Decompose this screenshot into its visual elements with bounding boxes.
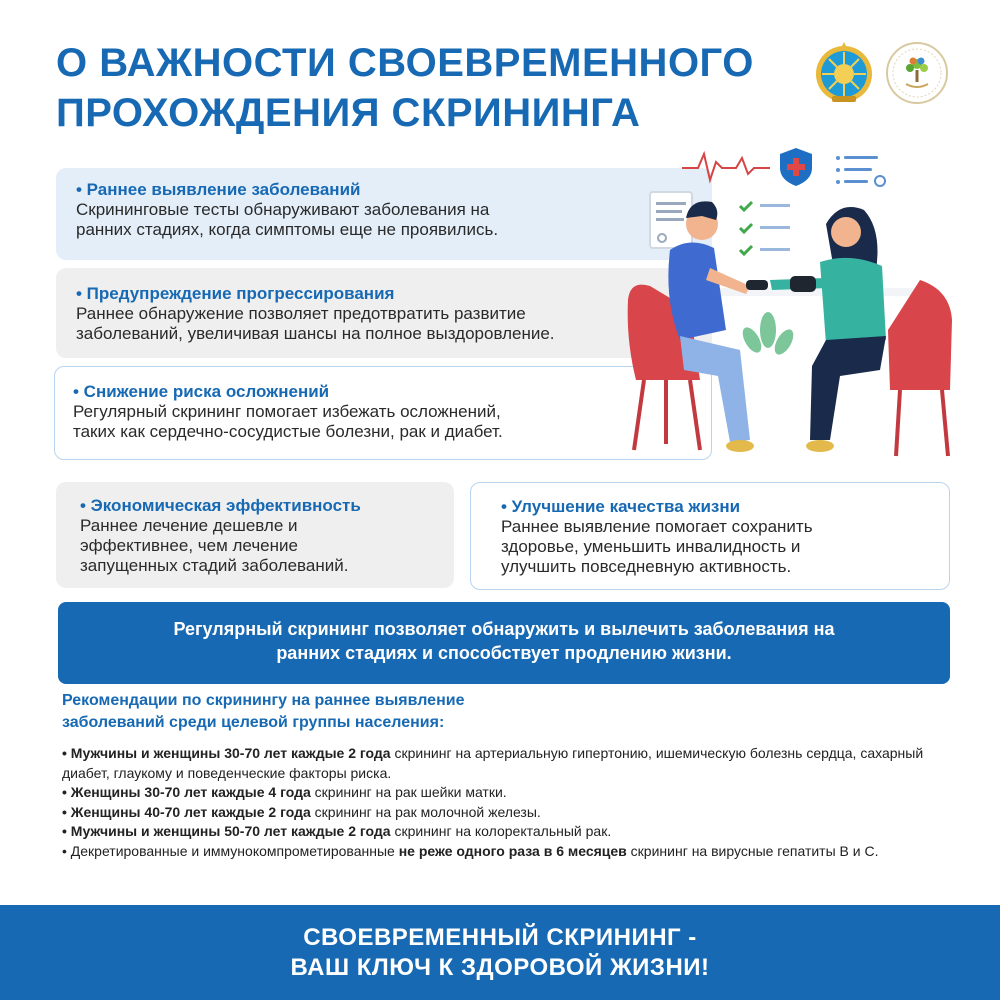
benefit-card-risk-reduction [54,366,712,460]
banner-line-2: ранних стадиях и способствует продлению жизни. [276,643,732,663]
recommendation-group: • Женщины 30-70 лет каждые 4 года [62,784,311,800]
list-item [62,822,942,842]
footer-line-1: СВОЕВРЕМЕННЫЙ СКРИНИНГ - [303,924,697,951]
list-item [62,744,942,783]
card-heading: • Улучшение качества жизни [501,497,741,516]
card-text-line: здоровье, уменьшить инвалидность и [501,537,801,556]
recommendation-group: • Мужчины и женщины 50-70 лет каждые 2 года [62,823,391,839]
recommendation-text: скрининг на колоректальный рак. [390,823,612,839]
recommendation-frequency: не реже одного раза в 6 месяцев [398,842,627,859]
card-text-line: улучшить повседневную активность. [501,557,792,576]
title-line-1: О ВАЖНОСТИ СВОЕВРЕМЕННОГО [56,41,754,85]
recommendations-title-line-2: заболеваний среди целевой группы населения: [62,714,445,731]
card-text-line: Регулярный скрининг помогает избежать осложнений, [73,402,501,421]
key-message-banner [58,602,950,684]
footer-slogan [0,905,1000,1000]
blood-pressure-measurement-illustration [620,140,960,470]
banner-line-1: Регулярный скрининг позволяет обнаружить и вылечить заболевания на [173,619,835,639]
recommendation-group: • Мужчины и женщины 30-70 лет каждые 2 года [62,745,391,761]
list-icon [836,156,885,186]
benefit-card-economic-efficiency [56,482,454,588]
recommendation-text: скрининг на вирусные гепатиты B и C. [626,842,879,859]
benefit-card-prevention [56,268,712,358]
recommendation-group: • Женщины 40-70 лет каждые 2 года [62,803,311,820]
card-text-line: Раннее обнаружение позволяет предотвратить развитие [76,304,526,323]
heartbeat-line-icon [682,154,770,180]
card-heading: • Предупреждение прогрессирования [76,284,395,303]
footer-line-2: ВАШ КЛЮЧ К ЗДОРОВОЙ ЖИЗНИ! [290,954,710,981]
card-heading: • Экономическая эффективность [80,496,361,515]
title-line-2: ПРОХОЖДЕНИЯ СКРИНИНГА [56,91,641,135]
recommendation-text: скрининг на рак шейки матки. [310,784,507,800]
card-text-line: Раннее лечение дешевле и [80,516,298,535]
card-heading: • Раннее выявление заболеваний [76,180,361,199]
card-text-line: запущенных стадий заболеваний. [80,556,349,575]
page-title [56,38,754,138]
card-text-line: таких как сердечно-сосудистые болезни, рак и диабет. [73,422,503,441]
card-text-line: заболеваний, увеличивая шансы на полное выздоровление. [76,324,555,343]
benefit-card-quality-of-life [470,482,950,590]
card-heading: • Снижение риска осложнений [73,382,330,401]
tonometer-icon [746,280,768,290]
recommendations-title [62,690,662,734]
card-text-line: эффективнее, чем лечение [80,536,298,555]
recommendations-title-line-1: Рекомендации по скринингу на раннее выявление [62,692,465,709]
recommendation-prefix: • Декретированные и иммунокомпрометированные [62,842,399,859]
card-text-line: Скрининговые тесты обнаруживают заболевания на [76,200,490,219]
recommendation-text: скрининг на артериальную гипертонию, ишемическую болезнь сердца, сахарный диабет, глаукому и поведенческие факторы риска. [62,745,924,781]
doctor-figure [770,207,886,452]
checklist-icon [740,202,790,254]
recommendations-list [62,744,942,861]
recommendation-text: скрининг на рак молочной железы. [310,803,541,820]
tree-of-health-logo-icon [884,40,950,106]
card-text-line: ранних стадиях, когда симптомы еще не проявились. [76,220,499,239]
list-item [62,842,942,862]
list-item [62,783,942,803]
list-item [62,803,942,823]
card-text-line: Раннее выявление помогает сохранить [501,517,813,536]
plant-icon [739,312,797,358]
benefit-card-early-detection [56,168,712,260]
kazakhstan-state-emblem-icon [812,40,876,104]
